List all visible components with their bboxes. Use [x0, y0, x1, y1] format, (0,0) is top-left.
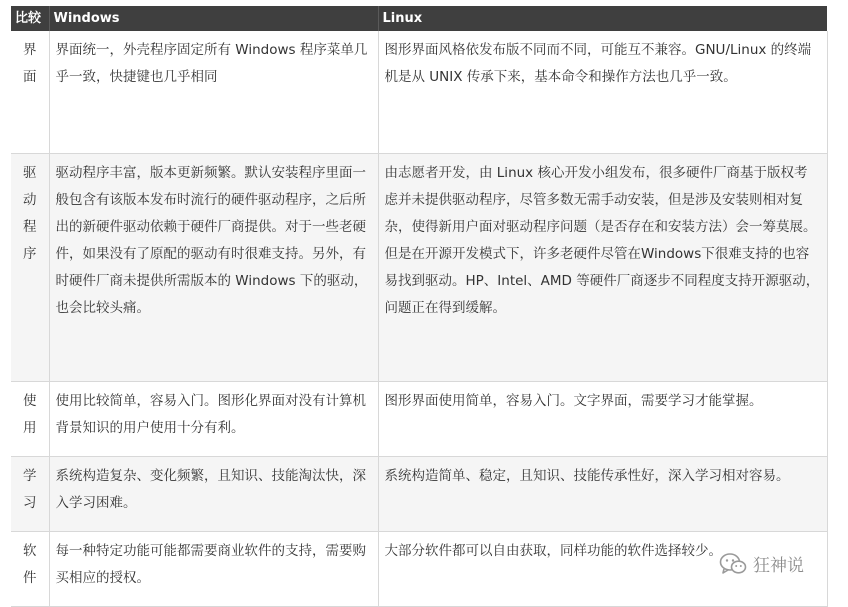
- cell-linux: 图形界面风格依发布版不同而不同，可能互不兼容。GNU/Linux 的终端机是从 UNIX 传承下来，基本命令和操作方法也几乎一致。: [378, 31, 827, 154]
- header-windows: Windows: [49, 6, 378, 31]
- cell-windows: 驱动程序丰富，版本更新频繁。默认安装程序里面一般包含有该版本发布时流行的硬件驱动程序，之后所出的新硬件驱动依赖于硬件厂商提供。对于一些老硬件，如果没有了原配的驱动有时很难支持。另外，有时硬件厂商未提供所需版本的 Windows 下的驱动，也会比较头痛。: [49, 154, 378, 382]
- header-linux: Linux: [378, 6, 827, 31]
- comparison-table-container: [11, 6, 827, 594]
- cell-windows: 使用比较简单，容易入门。图形化界面对没有计算机背景知识的用户使用十分有利。: [49, 382, 378, 457]
- table-row: [11, 382, 827, 457]
- table-header-row: [11, 6, 827, 31]
- row-label-interface: 界 面: [11, 31, 49, 154]
- row-label-usage: 使 用: [11, 382, 49, 457]
- cell-linux: 大部分软件都可以自由获取，同样功能的软件选择较少。: [378, 532, 827, 607]
- windows-linux-comparison-table: [11, 6, 828, 607]
- watermark: [719, 551, 804, 576]
- table-row: [11, 457, 827, 532]
- table-row: [11, 31, 827, 154]
- wechat-icon: [719, 552, 747, 576]
- row-label-drivers: 驱 动 程 序: [11, 154, 49, 382]
- cell-linux: 系统构造简单、稳定，且知识、技能传承性好，深入学习相对容易。: [378, 457, 827, 532]
- cell-linux: 由志愿者开发，由 Linux 核心开发小组发布，很多硬件厂商基于版权考虑并未提供驱动程序，尽管多数无需手动安装，但是涉及安装则相对复杂，使得新用户面对驱动程序问题（是否存在和安装方法）会一筹莫展。但是在开源开发模式下，许多老硬件尽管在Windows下很难支持的也容易找到驱动。HP、Intel、AMD 等硬件厂商逐步不同程度支持开源驱动，问题正在得到缓解。: [378, 154, 827, 382]
- row-label-software: 软 件: [11, 532, 49, 607]
- table-row: [11, 154, 827, 382]
- watermark-text: 狂神说: [753, 556, 804, 576]
- cell-windows: 界面统一，外壳程序固定所有 Windows 程序菜单几乎一致，快捷键也几乎相同: [49, 31, 378, 154]
- cell-windows: 系统构造复杂、变化频繁，且知识、技能淘汰快，深入学习困难。: [49, 457, 378, 532]
- row-label-learning: 学 习: [11, 457, 49, 532]
- table-row: [11, 532, 827, 607]
- cell-linux: 图形界面使用简单，容易入门。文字界面，需要学习才能掌握。: [378, 382, 827, 457]
- cell-windows: 每一种特定功能可能都需要商业软件的支持，需要购买相应的授权。: [49, 532, 378, 607]
- header-compare: 比较: [11, 6, 49, 31]
